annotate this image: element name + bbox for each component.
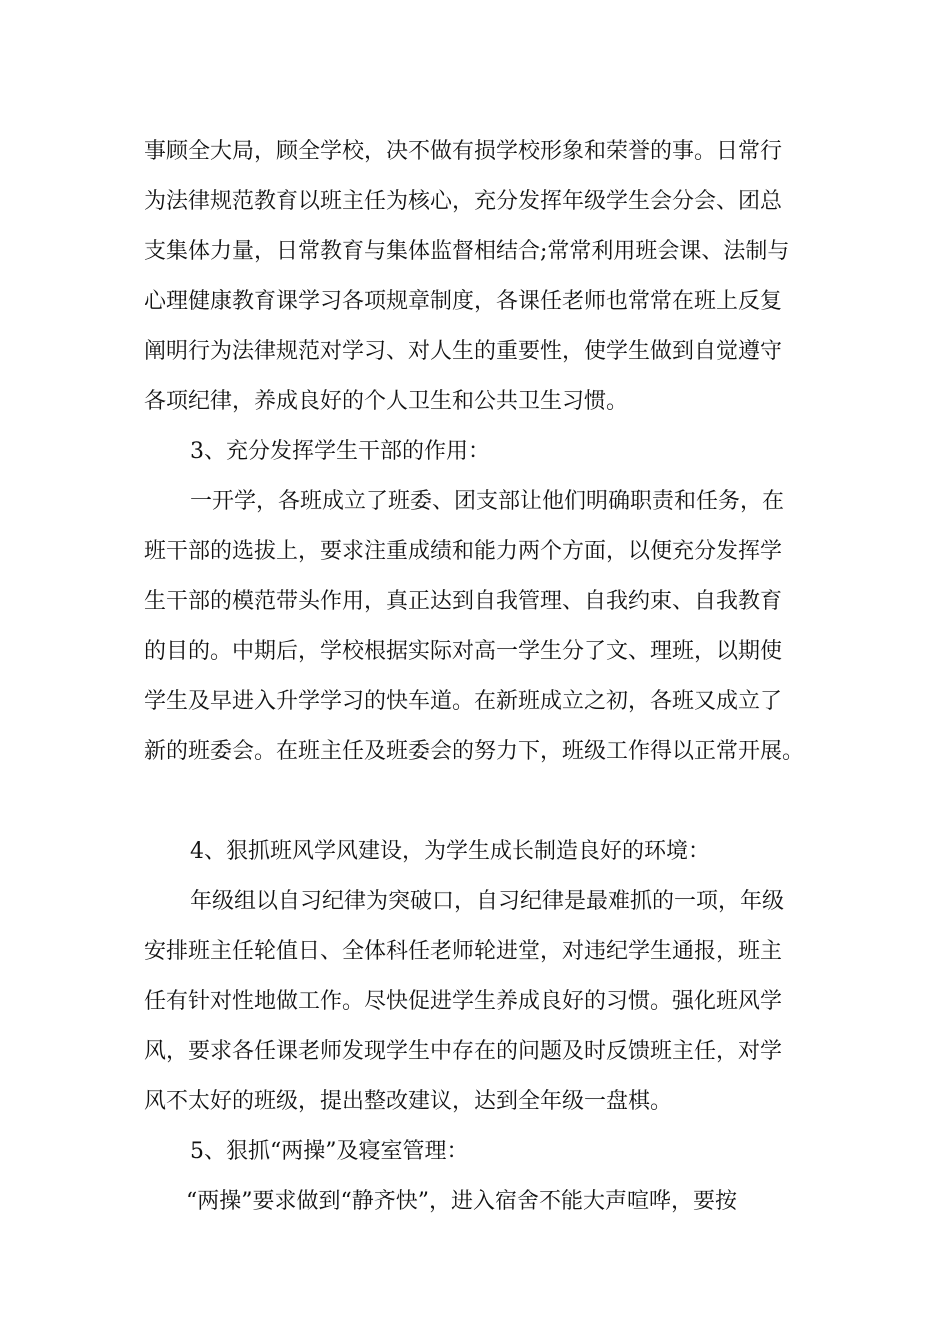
text-line: 的目的。中期后，学校根据实际对高一学生分了文、理班，以期使	[144, 639, 783, 664]
text-line: 为法律规范教育以班主任为核心，充分发挥年级学生会分会、团总	[144, 189, 783, 214]
text-line: 学生及早进入升学学习的快车道。在新班成立之初，各班又成立了	[144, 689, 783, 714]
text-line: 事顾全大局，顾全学校，决不做有损学校形象和荣誉的事。日常行	[144, 139, 783, 164]
text-line: 阐明行为法律规范对学习、对人生的重要性，使学生做到自觉遵守	[144, 339, 783, 364]
text-line: “两操”要求做到“静齐快”，进入宿舍不能大声喧哗，要按	[186, 1189, 737, 1214]
text-line: 风不太好的班级，提出整改建议，达到全年级一盘棋。	[144, 1089, 673, 1114]
text-line: 任有针对性地做工作。尽快促进学生养成良好的习惯。强化班风学	[144, 989, 783, 1014]
text-line: 年级组以自习纪律为突破口，自习纪律是最难抓的一项，年级	[190, 889, 785, 914]
text-line: 各项纪律，养成良好的个人卫生和公共卫生习惯。	[144, 389, 629, 414]
text-line: 支集体力量，日常教育与集体监督相结合;常常利用班会课、法制与	[144, 239, 790, 264]
text-line: 风，要求各任课老师发现学生中存在的问题及时反馈班主任，对学	[144, 1039, 783, 1064]
section-heading: 5、狠抓“两操”及寝室管理：	[190, 1139, 469, 1164]
text-line: 新的班委会。在班主任及班委会的努力下，班级工作得以正常开展。	[144, 739, 805, 764]
section-heading: 4、狠抓班风学风建设，为学生成长制造良好的环境：	[190, 839, 710, 864]
text-line: 安排班主任轮值日、全体科任老师轮进堂，对违纪学生通报，班主	[144, 939, 783, 964]
section-heading: 3、充分发挥学生干部的作用：	[190, 439, 490, 464]
text-line: 班干部的选拔上，要求注重成绩和能力两个方面，以便充分发挥学	[144, 539, 783, 564]
text-line: 一开学，各班成立了班委、团支部让他们明确职责和任务，在	[190, 489, 785, 514]
text-line: 心理健康教育课学习各项规章制度，各课任老师也常常在班上反复	[144, 289, 783, 314]
text-line: 生干部的模范带头作用，真正达到自我管理、自我约束、自我教育	[144, 589, 783, 614]
